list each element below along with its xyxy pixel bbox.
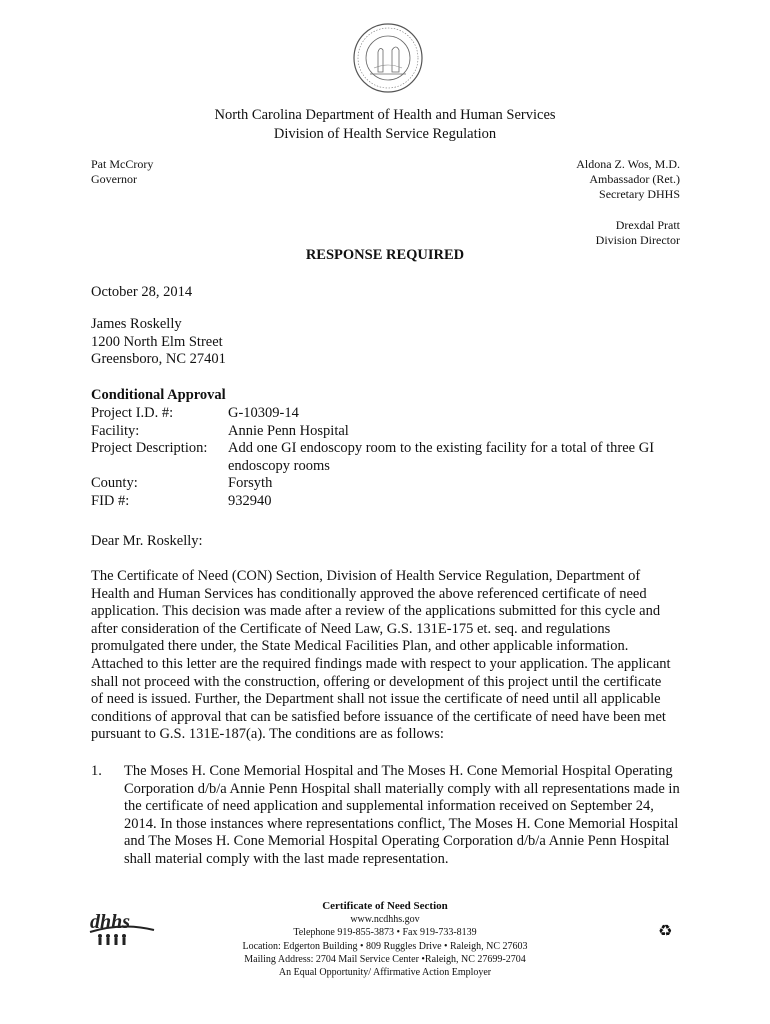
field-value: Forsyth [228,475,273,492]
letter-footer [0,900,770,979]
field-row [91,423,683,441]
secretary-name: Aldona Z. Wos, M.D. [576,157,680,171]
field-row [91,493,683,511]
director-block [596,218,680,248]
department-name: North Carolina Department of Health and Human Services [214,107,556,123]
conditional-approval-title: Conditional Approval [91,387,226,403]
salutation: Dear Mr. Roskelly: [91,533,203,549]
director-title: Division Director [595,233,680,247]
footer-eeo: An Equal Opportunity/ Affirmative Action Employer [278,967,492,979]
director-name: Drexdal Pratt [615,218,680,232]
recipient-address [91,316,226,369]
field-row [91,475,683,493]
governor-block [91,157,153,187]
field-label: Project Description: [91,440,208,457]
state-seal-icon [352,22,424,94]
condition-text: The Moses H. Cone Memorial Hospital and The Moses H. Cone Memorial Hospital Operating Corporation d/b/a Annie Penn Hospital shall materially comply with all representations made in the certificate of need application and supplemental information received on September 24, 2014. In those instances where representations conflict, The Moses H. Cone Memorial Hospital and The Moses H. Cone Memorial Hospital Operating Corporation d/b/a Annie Penn Hospital shall material comply with the last made representation. [124,763,680,867]
secretary-line3: Secretary DHHS [599,187,680,201]
project-fields [91,405,683,511]
governor-title: Governor [91,172,137,186]
condition-item [91,763,681,869]
field-label: FID #: [91,492,130,509]
field-value: Annie Penn Hospital [228,422,349,439]
condition-number: 1. [91,763,102,779]
field-value: Add one GI endoscopy room to the existing facility for a total of three GI endoscopy rooms [228,440,655,474]
field-value: 932940 [228,492,272,509]
letter-date: October 28, 2014 [91,284,193,300]
footer-website[interactable]: www.ncdhhs.gov [350,914,420,926]
field-value: G-10309-14 [228,405,299,421]
field-label: Facility: [91,422,140,439]
dhhs-logo-text: dhhs [90,911,131,933]
governor-name: Pat McCrory [91,157,154,171]
recipient-name: James Roskelly [91,316,182,332]
footer-phone: Telephone 919-855-3873 • Fax 919-733-8139 [293,927,477,939]
body-paragraph: The Certificate of Need (CON) Section, Division of Health Service Regulation, Department of Health and Human Services has conditionally approved the above referenced certificate of need application. This decision was made after a review of the applications submitted for this cycle and after consideration of the Certificate of Need Law, G.S. 131E-175 et. seq. and regulations promulgated there under, the State Medical Facilities Plan, and other applicable information. Attached to this letter are the required findings made with respect to your application. The applicant shall not proceed with the construction, offering or development of this project until the certificate of need is issued. Further, the Department shall not issue the certificate of need until all applicable conditions of approval that can be satisfied before issuance of the certificate of need have been met pursuant to G.S. 131E-187(a). The conditions are as follows: [91,568,671,743]
field-row [91,405,683,423]
field-label: Project I.D. #: [91,405,174,421]
recipient-street: 1200 North Elm Street [91,333,223,350]
footer-location: Location: Edgerton Building • 809 Ruggles Drive • Raleigh, NC 27603 [242,940,528,952]
response-required-heading: RESPONSE REQUIRED [305,247,465,263]
secretary-line2: Ambassador (Ret.) [589,172,680,186]
field-row [91,440,683,475]
recipient-city: Greensboro, NC 27401 [91,351,226,368]
division-name: Division of Health Service Regulation [273,126,497,142]
footer-mailing: Mailing Address: 2704 Mail Service Center •Raleigh, NC 27699-2704 [244,953,526,965]
footer-section-name: Certificate of Need Section [322,900,448,912]
secretary-block [576,157,680,202]
recycle-icon: ♻ [658,921,673,940]
field-label: County: [91,475,138,492]
